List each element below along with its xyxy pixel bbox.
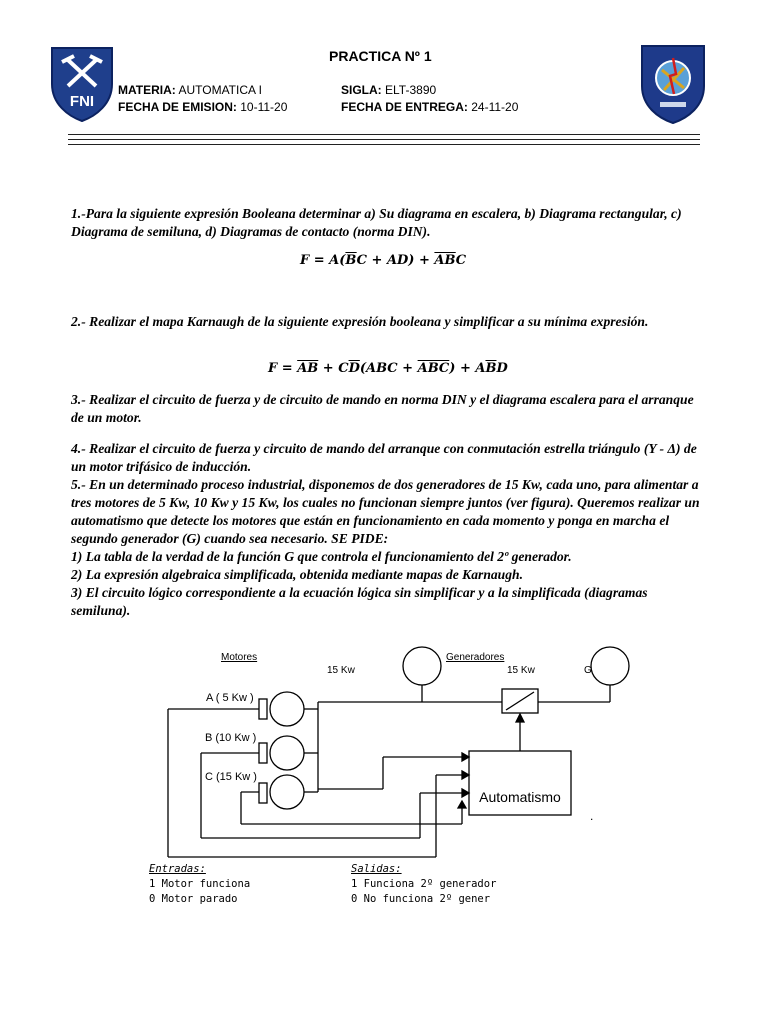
formula-2: $F = \overline{AB} + C\overline{D}(ABC + \overline{ABC}) + A\overline{B}D$: [268, 361, 508, 376]
page-title: PRACTICA Nº 1: [329, 48, 432, 64]
question-5-item-3: 3) El circuito lógico correspondiente a la ecuación lógica sin simplificar y a la simplificada (diagramas semiluna).: [71, 585, 648, 618]
materia-label: MATERIA:: [118, 83, 176, 97]
generator-g-symbol: [591, 647, 629, 685]
motor-b-symbol: [270, 736, 304, 770]
emision-label: FECHA DE EMISION:: [118, 100, 237, 114]
fni-logo-text: FNI: [69, 93, 95, 110]
motores-label: Motores: [221, 652, 258, 663]
question-5-item-1: 1) La tabla de la verdad de la función G que controla el funcionamiento del 2º generador.: [71, 549, 572, 564]
entrada-1: 1 Motor funciona: [149, 878, 251, 890]
question-4: 4.- Realizar el circuito de fuerza y circuito de mando del arranque con conmutación estrella triángulo (Y - Δ) de un motor trifásico de inducción.: [71, 441, 697, 474]
entrega-value: 24-11-20: [471, 100, 519, 114]
emision-value: 10-11-20: [240, 100, 288, 114]
salidas-legend: [351, 862, 496, 907]
entradas-legend: [149, 862, 250, 907]
sigla-label: SIGLA:: [341, 83, 382, 97]
generator-1-kw: 15 Kw: [327, 665, 355, 676]
entrada-0: 0 Motor parado: [149, 893, 238, 905]
automatismo-block: [469, 751, 571, 815]
generadores-label: Generadores: [446, 652, 505, 663]
motor-b-label: B (10 Kw ): [205, 732, 257, 744]
question-5: 5.- En un determinado proceso industrial, disponemos de dos generadores de 15 Kw, cada uno, para alimentar a tres motores de 5 Kw, 10 Kw y 15 Kw, los cuales no funcionan siempre juntos (ver figura). Queremos realizar un automatismo que detecte los motores que están en funcionamiento en cada momento y ponga en marcha el segundo generador (G) cuando sea necesario. SE PIDE:: [71, 477, 700, 546]
generator-g-label: G: [584, 665, 592, 676]
motor-c-symbol: [270, 775, 304, 809]
generator-1-symbol: [403, 647, 441, 685]
salidas-title: Salidas:: [351, 863, 402, 875]
salida-1: 1 Funciona 2º generador: [351, 878, 497, 890]
question-5-item-2: 2) La expresión algebraica simplificada, obtenida mediante mapas de Karnaugh.: [71, 567, 523, 582]
motor-a-symbol: [270, 692, 304, 726]
entrega-label: FECHA DE ENTREGA:: [341, 100, 468, 114]
question-2: 2.- Realizar el mapa Karnaugh de la siguiente expresión booleana y simplificar a su mínima expresión.: [71, 314, 649, 329]
generator-2-kw: 15 Kw: [507, 665, 535, 676]
question-3: 3.- Realizar el circuito de fuerza y de circuito de mando en norma DIN y el diagrama escalera para el arranque de un motor.: [71, 392, 694, 425]
materia-value: AUTOMATICA I: [178, 83, 263, 97]
formula-1: $F = A(\overline{B}C + AD) + \overline{A}\overline{B}C$: [300, 253, 467, 268]
salida-0: 0 No funciona 2º gener: [351, 893, 491, 905]
entradas-title: Entradas:: [149, 863, 206, 875]
sigla-value: ELT-3890: [385, 83, 437, 97]
question-1: 1.-Para la siguiente expresión Booleana determinar a) Su diagrama en escalera, b) Diagrama rectangular, c) Diagrama de semiluna, d) Diagramas de contacto (norma DIN).: [71, 206, 682, 239]
diagram-dot: .: [590, 809, 594, 823]
motor-c-label: C (15 Kw ): [205, 771, 257, 783]
motor-a-label: A ( 5 Kw ): [206, 692, 254, 704]
automatismo-label: Automatismo: [479, 789, 561, 805]
